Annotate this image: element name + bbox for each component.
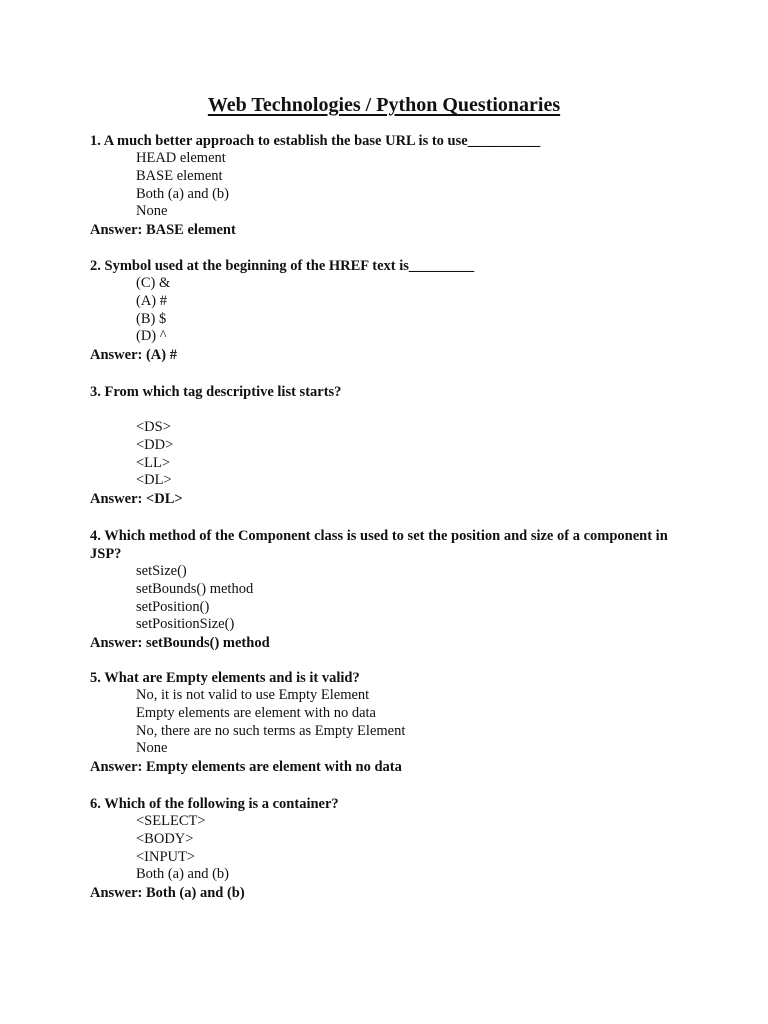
option-item: setPositionSize() (136, 616, 235, 633)
option-item: setBounds() method (136, 580, 254, 597)
question-text: 2. Symbol used at the beginning of the HREF text is_________ (90, 258, 475, 274)
option-item: <SELECT> (136, 813, 206, 829)
question-block (90, 669, 690, 777)
option-item: No, it is not valid to use Empty Element (136, 687, 370, 703)
option-item: <DD> (136, 436, 174, 453)
question-block (90, 132, 690, 240)
option-list (90, 687, 690, 758)
option-item: <BODY> (136, 830, 194, 847)
answer-text: Answer: BASE element (90, 222, 236, 239)
question-block (90, 527, 690, 653)
question-text: 1. A much better approach to establish the base URL is to use__________ (90, 133, 541, 149)
option-item: (A) # (136, 292, 168, 309)
option-list (90, 813, 690, 884)
question-text: 6. Which of the following is a container? (90, 796, 339, 812)
option-item: setSize() (136, 563, 187, 579)
option-item: Empty elements are element with no data (136, 704, 376, 721)
option-list (90, 419, 690, 490)
option-item: None (136, 740, 168, 757)
option-item: (D) ^ (136, 328, 167, 345)
option-item: setPosition() (136, 598, 210, 615)
option-item: No, there are no such terms as Empty Element (136, 722, 406, 739)
question-block (90, 257, 690, 365)
answer-text: Answer: Empty elements are element with no data (90, 759, 402, 776)
question-block (90, 795, 690, 903)
option-item: Both (a) and (b) (136, 185, 230, 202)
question-text: 3. From which tag descriptive list starts? (90, 384, 342, 400)
option-item: (B) $ (136, 310, 167, 327)
spacer (90, 401, 690, 419)
option-item: BASE element (136, 167, 223, 184)
question-block (90, 383, 690, 509)
option-item: (C) & (136, 275, 171, 291)
answer-text: Answer: (A) # (90, 347, 177, 364)
question-text: 4. Which method of the Component class is used to set the position and size of a component in JSP? (90, 528, 668, 562)
option-list (90, 563, 690, 634)
answer-text: Answer: Both (a) and (b) (90, 885, 245, 902)
option-item: <DS> (136, 419, 171, 435)
option-item: HEAD element (136, 150, 226, 166)
option-item: <DL> (136, 472, 172, 489)
option-list (90, 150, 690, 221)
option-item: None (136, 203, 168, 220)
document-title: Web Technologies / Python Questionaries (207, 94, 561, 116)
question-text: 5. What are Empty elements and is it valid? (90, 670, 360, 686)
answer-text: Answer: setBounds() method (90, 635, 270, 652)
option-item: <INPUT> (136, 848, 196, 865)
option-item: <LL> (136, 454, 171, 471)
answer-text: Answer: <DL> (90, 491, 183, 508)
option-item: Both (a) and (b) (136, 866, 230, 883)
option-list (90, 275, 690, 346)
